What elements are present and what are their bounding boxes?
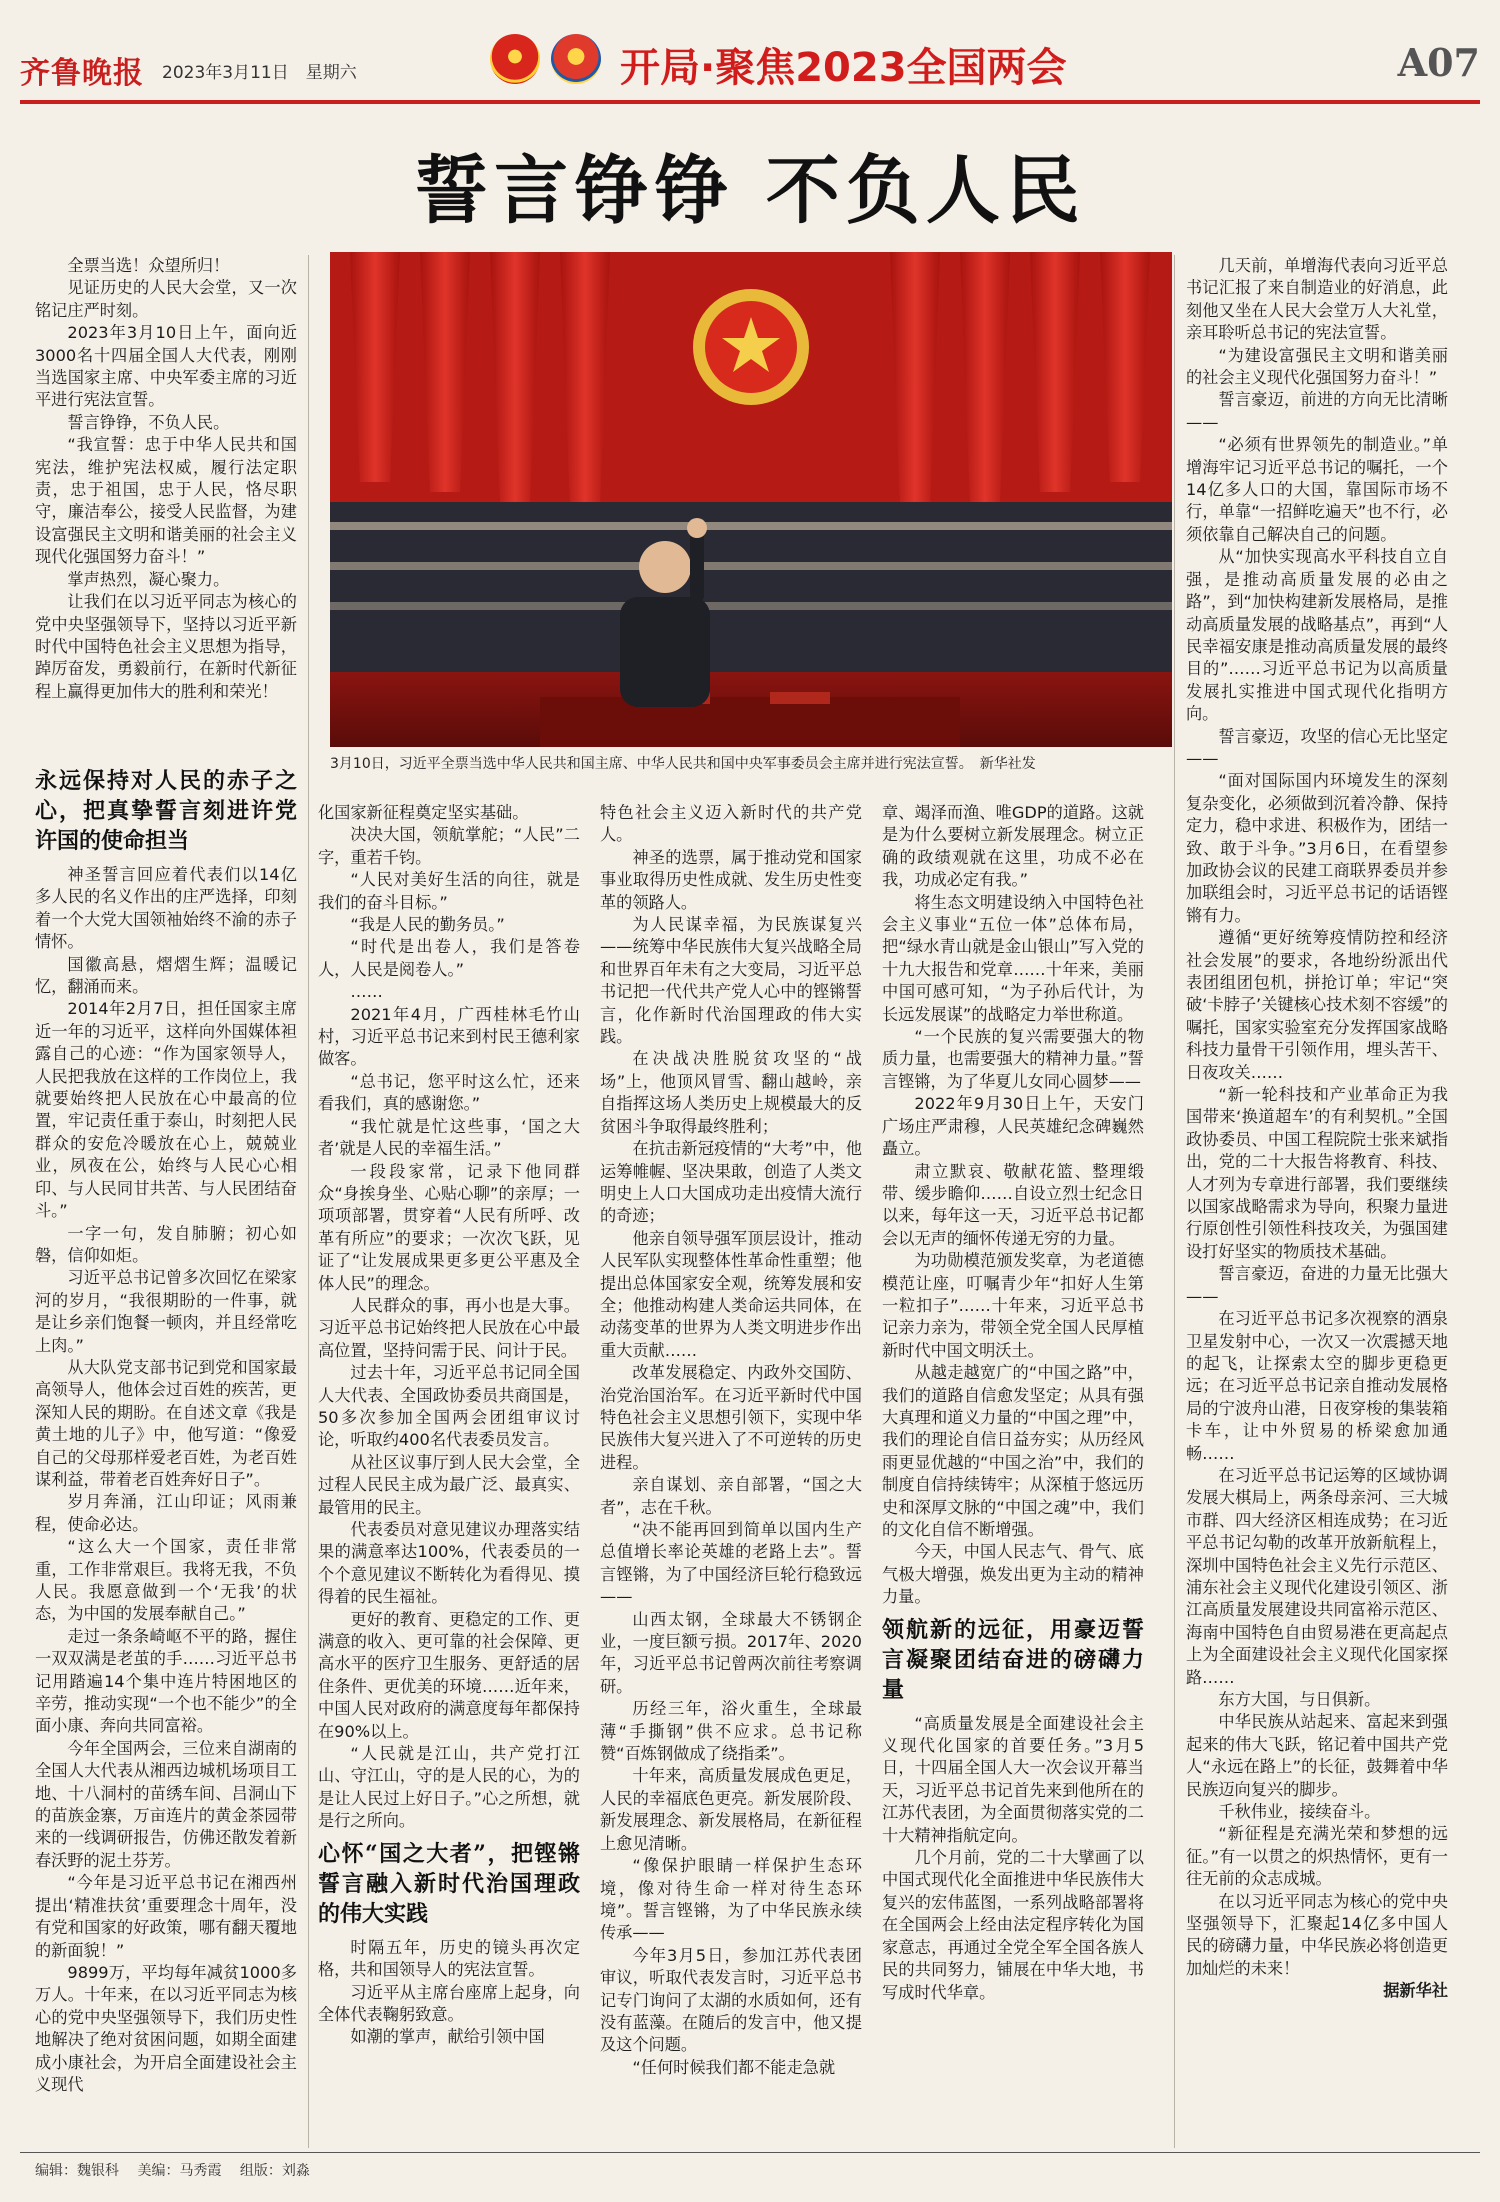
footer-credits [35,2160,324,2180]
paragraph: 在习近平总书记多次视察的酒泉卫星发射中心，一次又一次震撼天地的起飞，让探索太空的脚步更稳更远；在习近平总书记亲自推动发展格局的宁波舟山港，日夜穿梭的集装箱卡车，让中外贸易的桥梁愈加通畅…… [1186,1309,1448,1463]
paragraph: 2021年4月，广西桂林毛竹山村，习近平总书记来到村民王德利家做客。 [318,1004,580,1069]
paragraph: 一段段家常，记录下他同群众“身挨身坐、心贴心聊”的亲厚；一项项部署，贯穿着“人民有所呼、改革有所应”的要求；一次次飞跃，见证了“让发展成果更多更公平惠及全体人民”的理念。 [318,1161,580,1293]
paragraph: 在以习近平同志为核心的党中央坚强领导下，汇聚起14亿多中国人民的磅礴力量，中华民族必将创造更加灿烂的未来！ [1186,1891,1448,1978]
column-divider [308,255,309,2148]
paragraph: “高质量发展是全面建设社会主义现代化国家的首要任务。”3月5日，十四届全国人大一次会议开幕当天，习近平总书记首先来到他所在的江苏代表团，为全面贯彻落实党的二十大精神指航定向。 [882,1713,1144,1845]
paragraph: 今天，中国人民志气、骨气、底气极大增强，焕发出更为主动的精神力量。 [882,1542,1144,1607]
paragraph: 在抗击新冠疫情的“大考”中，他运筹帷幄、坚决果敢，创造了人类文明史上人口大国成功走出疫情大流行的奇迹； [600,1139,862,1226]
paragraph: “这么大一个国家，责任非常重，工作非常艰巨。我将无我，不负人民。我愿意做到一个‘无我’的状态，为中国的发展奉献自己。” [35,1537,297,1624]
column-2 [318,802,580,2148]
paragraph: 从“加快实现高水平科技自立自强，是推动高质量发展的必由之路”，到“加快构建新发展格局，是推动高质量发展的战略基点”，再到“人民幸福安康是推动高质量发展的最终目的”……习近平总书记为以高质量发展扎实推进中国式现代化指明方向。 [1186,547,1448,724]
paragraph: 几个月前，党的二十大擘画了以中国式现代化全面推进中华民族伟大复兴的宏伟蓝图，一系列战略部署将在全国两会上经由法定程序转化为国家意志，再通过全党全军全国各族人民的共同努力，铺展在中华大地，书写成时代华章。 [882,1848,1144,2002]
paragraph: “总书记，您平时这么忙，还来看我们，真的感谢您。” [318,1071,580,1114]
paragraph: 代表委员对意见建议办理落实结果的满意率达100%，代表委员的一个个意见建议不断转化为看得见、摸得着的民生福祉。 [318,1520,580,1607]
paragraph: 今年3月5日，参加江苏代表团审议，听取代表发言时，习近平总书记专门询问了太湖的水质如何，还有没有蓝藻。在随后的发言中，他又提及这个问题。 [600,1945,862,2055]
paragraph: 章、竭泽而渔、唯GDP的道路。这就是为什么要树立新发展理念。树立正确的政绩观就在这里，功成不必在我，功成必定有我。” [882,803,1144,890]
paragraph: 中华民族从站起来、富起来到强起来的伟大飞跃，铭记着中国共产党人“永远在路上”的长征，鼓舞着中华民族迈向复兴的脚步。 [1186,1712,1448,1799]
issue-date: 2023年3月11日 星期六 [162,63,357,83]
art-credit: 美编：马秀霞 [137,2163,222,2179]
national-emblem [693,289,809,405]
paragraph: 肃立默哀、敬献花篮、整理缎带、缓步瞻仰……自设立烈士纪念日以来，每年这一天，习近平总书记都会以无声的缅怀传递无穷的力量。 [882,1161,1144,1248]
paragraph: “我宣誓：忠于中华人民共和国宪法，维护宪法权威，履行法定职责，忠于祖国，忠于人民，恪尽职守，廉洁奉公，接受人民监督，为建设富强民主文明和谐美丽的社会主义现代化强国努力奋斗！” [35,435,297,567]
paragraph: “我忙就是忙这些事，‘国之大者’就是人民的幸福生活。” [318,1116,580,1159]
paragraph: 在决战决胜脱贫攻坚的“战场”上，他顶风冒雪、翻山越岭，亲自指挥这场人类历史上规模最大的反贫困斗争取得最终胜利； [600,1049,862,1136]
paragraph: 人民群众的事，再小也是大事。习近平总书记始终把人民放在心中最高位置，坚持问需于民、问计于民。 [318,1295,580,1360]
subhead-3: 领航新的远征，用豪迈誓言凝聚团结奋进的磅礴力量 [882,1616,1144,1703]
paragraph: 如潮的掌声，献给引领中国 [350,2027,545,2047]
column-1-top [35,255,297,755]
party-emblem-icon [490,34,540,84]
paragraph: “新一轮科技和产业革命正为我国带来‘换道超车’的有利契机。”全国政协委员、中国工程院院士张来斌指出，党的二十大报告将教育、科技、人才列为专章进行部署，我们要继续以国家战略需求为导向，积聚力量进行原创性引领性科技攻关，为强国建设打好坚实的物质技术基础。 [1186,1085,1448,1261]
paragraph: 2022年9月30日上午，天安门广场庄严肃穆，人民英雄纪念碑巍然矗立。 [882,1094,1144,1159]
paragraph: “为建设富强民主文明和谐美丽的社会主义现代化强国努力奋斗！” [1186,345,1448,388]
paragraph: 誓言豪迈，攻坚的信心无比坚定—— [1186,726,1448,768]
paragraph: 一字一句，发自肺腑；初心如磐，信仰如炬。 [35,1223,297,1265]
column-5 [1186,255,1448,2148]
paper-name: 齐鲁晚报 [20,56,144,91]
footer-rule [20,2152,1480,2153]
column-divider [1174,255,1175,2148]
subhead-1: 永远保持对人民的赤子之心，把真挚誓言刻进许党许国的使命担当 [35,768,297,854]
photo-caption: 3月10日，习近平全票当选中华人民共和国主席、中华人民共和国中央军事委员会主席并进行宪法宣誓。 新华社发 [330,756,1036,772]
paragraph: 从大队党支部书记到党和国家最高领导人，他体会过百姓的疾苦，更深知人民的期盼。在自述文章《我是黄土地的儿子》中，他写道：“像爱自己的父母那样爱老百姓，为老百姓谋利益，带着老百姓奔好日子”。 [35,1357,297,1489]
subhead-2: 心怀“国之大者”，把铿锵誓言融入新时代治国理政的伟大实践 [318,1840,580,1927]
paragraph: “一个民族的复兴需要强大的物质力量，也需要强大的精神力量。”誓言铿锵，为了华夏儿女同心圆梦—— [882,1027,1144,1091]
paragraph: “时代是出卷人，我们是答卷人，人民是阅卷人。” [318,937,580,979]
paragraph: 为人民谋幸福，为民族谋复兴——统筹中华民族伟大复兴战略全局和世界百年未有之大变局，习近平总书记把一代代共产党人心中的铿锵誓言，化作新时代治国理政的伟大实践。 [600,915,862,1047]
cppcc-emblem-icon [551,34,601,84]
paragraph: “新征程是充满光荣和梦想的远征。”有一以贯之的炽热情怀，更有一往无前的众志成城。 [1186,1824,1448,1889]
paragraph: 在习近平总书记运筹的区域协调发展大棋局上，两条母亲河、三大城市群、四大经济区相连成势；在习近平总书记勾勒的改革开放新航程上，深圳中国特色社会主义先行示范区、浦东社会主义现代化建设引领区、浙江高质量发展建设共同富裕示范区、海南中国特色自由贸易港在更高起点上为全面建设社会主义现代化国家探路…… [1186,1465,1448,1687]
paragraph: 亲自谋划、亲自部署，“国之大者”，志在千秋。 [600,1475,862,1517]
paragraph: 岁月奔涌，江山印证；风雨兼程，使命必达。 [35,1492,297,1534]
paragraph: 十年来，高质量发展成色更足，人民的幸福底色更亮。新发展阶段、新发展理念、新发展格局，在新征程上愈见清晰。 [600,1766,862,1853]
paragraph: 几天前，单增海代表向习近平总书记汇报了来自制造业的好消息，此刻他又坐在人民大会堂万人大礼堂，亲耳聆听总书记的宪法宣誓。 [1186,256,1448,343]
section-title: 开局·聚焦2023全国两会 [620,45,1067,91]
paragraph: 他亲自领导强军顶层设计，推动人民军队实现整体性革命性重塑；他提出总体国家安全观，统筹发展和安全；他推动构建人类命运共同体，在动荡变革的世界为人类文明进步作出重大贡献…… [600,1228,862,1360]
paragraph: 国徽高悬，熠熠生辉；温暖记忆，翻涌而来。 [35,954,297,997]
paragraph: “我是人民的勤务员。” [350,915,505,935]
column-4 [882,802,1144,2148]
paragraph: 神圣誓言回应着代表们以14亿多人民的名义作出的庄严选择，印刻着一个大党大国领袖始终不渝的赤子情怀。 [35,865,297,952]
paragraph: 9899万，平均每年减贫1000多万人。十年来，在以习近平同志为核心的党中央坚强领导下，我们历史性地解决了绝对贫困问题，如期全面建成小康社会，为开启全面建设社会主义现代 [35,1962,297,2094]
paragraph: 誓言豪迈，前进的方向无比清晰—— [1186,390,1448,432]
photo-illustration [330,252,1172,747]
paragraph: 特色社会主义迈入新时代的共产党人。 [600,803,862,845]
paragraph: 为功勋模范颁发奖章，为老道德模范让座，叮嘱青少年“扣好人生第一粒扣子”……十年来，习近平总书记亲力亲为，带领全党全国人民厚植新时代中国文明沃土。 [882,1251,1144,1360]
paragraph: 从越走越宽广的“中国之路”中，我们的道路自信愈发坚定；从具有强大真理和道义力量的“中国之理”中，我们的理论自信日益夯实；从历经风雨更显优越的“中国之治”中，我们的制度自信持续铸牢；从深植于悠远历史和深厚文脉的“中国之魂”中，我们的文化自信不断增强。 [882,1363,1144,1539]
page-number: A07 [1397,40,1480,85]
paragraph: 2014年2月7日，担任国家主席近一年的习近平，这样向外国媒体袒露自己的心迹：“作为国家领导人，人民把我放在这样的工作岗位上，我就要始终把人民放在心中最高的位置，牢记责任重于泰山，时刻把人民群众的安危冷暖放在心上，兢兢业业，夙夜在公，始终与人民心心相印、与人民同甘共苦、与人民团结奋斗。” [35,999,297,1221]
paragraph: 让我们在以习近平同志为核心的党中央坚强领导下，坚持以习近平新时代中国特色社会主义思想为指导，踔厉奋发，勇毅前行，在新时代新征程上赢得更加伟大的胜利和荣光！ [35,592,297,701]
crowd [330,502,1172,672]
paragraph: 更好的教育、更稳定的工作、更满意的收入、更可靠的社会保障、更高水平的医疗卫生服务、更舒适的居住条件、更优美的环境……近年来，中国人民对政府的满意度每年都保持在90%以上。 [318,1609,580,1741]
paragraph: 将生态文明建设纳入中国特色社会主义事业“五位一体”总体布局，把“绿水青山就是金山银山”写入党的十九大报告和党章……十年来，美丽中国可感可知，“为子孙后代计，为长远发展谋”的战略定力举世称道。 [882,892,1144,1024]
headline: 誓言铮铮 不负人民 [414,148,1086,234]
emblems [490,34,607,88]
paragraph: 决决大国，领航掌舵；“人民”二字，重若千钧。 [318,825,580,867]
paragraph: 今年全国两会，三位来自湖南的全国人大代表从湘西边城机场项目工地、十八洞村的苗绣车间、吕洞山下的苗族金寨，万亩连片的黄金茶园带来的一线调研报告，仿佛还散发着新春沃野的泥土芬芳。 [35,1738,297,1870]
paragraph: 历经三年，浴火重生，全球最薄“手撕钢”供不应求。总书记称赞“百炼钢做成了绕指柔”。 [600,1699,862,1764]
paragraph: 全票当选！众望所归！ [67,256,230,275]
paragraph: “面对国际国内环境发生的深刻复杂变化，必须做到沉着冷静、保持定力，稳中求进、积极作为，团结一致、敢于斗争。”3月6日，在看望参加政协会议的民建工商联界委员并参加联组会时，习近平总书记的话语铿锵有力。 [1186,771,1448,925]
paragraph: “像保护眼睛一样保护生态环境，像对待生命一样对待生态环境”。誓言铿锵，为了中华民族永续传承—— [600,1856,862,1943]
column-1-bottom [35,760,297,2148]
paragraph: “决不能再回到简单以国内生产总值增长率论英雄的老路上去”。誓言铿锵，为了中国经济巨轮行稳致远—— [600,1520,862,1607]
layout-credit: 组版：刘淼 [239,2163,310,2179]
paragraph: “任何时候我们都不能走急就 [632,2057,836,2077]
paragraph: 掌声热烈，凝心聚力。 [67,569,230,589]
podium [540,692,960,747]
paragraph: …… [350,982,383,1002]
editor-credit: 编辑：魏银科 [35,2163,119,2179]
paragraph: 化国家新征程奠定坚实基础。 [318,803,529,822]
byline: 据新华社 [1383,1981,1448,2001]
masthead [20,30,1480,96]
paragraph: 千秋伟业，接续奋斗。 [1218,1802,1381,1822]
paragraph: 神圣的选票，属于推动党和国家事业取得历史性成就、发生历史性变革的领路人。 [600,847,862,912]
paragraph: 改革发展稳定、内政外交国防、治党治国治军。在习近平新时代中国特色社会主义思想引领下，实现中华民族伟大复兴进入了不可逆转的历史进程。 [600,1363,862,1472]
paragraph: 走过一条条崎岖不平的路，握住一双双满是老茧的手……习近平总书记用踏遍14个集中连片特困地区的辛劳，推动实现“一个也不能少”的全面小康、奔向共同富裕。 [35,1626,297,1736]
paragraph: 从社区议事厅到人民大会堂，全过程人民民主成为最广泛、最真实、最管用的民主。 [318,1452,580,1517]
paragraph: 东方大国，与日俱新。 [1218,1690,1381,1709]
paragraph: “人民对美好生活的向往，就是我们的奋斗目标。” [318,870,580,912]
paragraph: 时隔五年，历史的镜头再次定格，共和国领导人的宪法宣誓。 [318,1937,580,1980]
paragraph: 山西太钢，全球最大不锈钢企业，一度巨额亏损。2017年、2020年，习近平总书记曾两次前往考察调研。 [600,1609,862,1696]
paragraph: “今年是习近平总书记在湘西州提出‘精准扶贫’重要理念十周年，没有党和国家的好政策，哪有翻天覆地的新面貌！” [35,1873,297,1960]
paragraph: 见证历史的人民大会堂，又一次铭记庄严时刻。 [35,278,297,320]
paragraph: 过去十年，习近平总书记同全国人大代表、全国政协委员共商国是，50多次参加全国两会团组审议讨论，听取约400名代表委员发言。 [318,1363,580,1450]
paragraph: “人民就是江山，共产党打江山、守江山，守的是人民的心，为的是让人民过上好日子。”心之所想，就是行之所向。 [318,1744,580,1831]
main-photo [330,252,1172,747]
paragraph: 遵循“更好统筹疫情防控和经济社会发展”的要求，各地纷纷派出代表团组团包机，拼抢订单；牢记“突破‘卡脖子’关键核心技术刻不容缓”的嘱托，国家实验室充分发挥国家战略科技力量骨干引领作用，埋头苦干、日夜攻关…… [1186,928,1448,1082]
paragraph: 习近平总书记曾多次回忆在梁家河的岁月，“我很期盼的一件事，就是让乡亲们饱餐一顿肉，并且经常吃上肉。” [35,1268,297,1355]
paragraph: 习近平从主席台座席上起身，向全体代表鞠躬致意。 [318,1982,580,2024]
paragraph: 誓言豪迈，奋进的力量无比强大—— [1186,1264,1448,1306]
column-3 [600,802,862,2148]
paragraph: “必须有世界领先的制造业。”单增海牢记习近平总书记的嘱托，一个14亿多人口的大国，靠国际市场不行，单靠“一招鲜吃遍天”也不行，必须依靠自己解决自己的问题。 [1186,435,1448,544]
paragraph: 2023年3月10日上午，面向近3000名十四届全国人大代表，刚刚当选国家主席、中央军委主席的习近平进行宪法宣誓。 [35,323,297,410]
masthead-rule [20,100,1480,104]
paragraph: 誓言铮铮，不负人民。 [67,412,230,432]
